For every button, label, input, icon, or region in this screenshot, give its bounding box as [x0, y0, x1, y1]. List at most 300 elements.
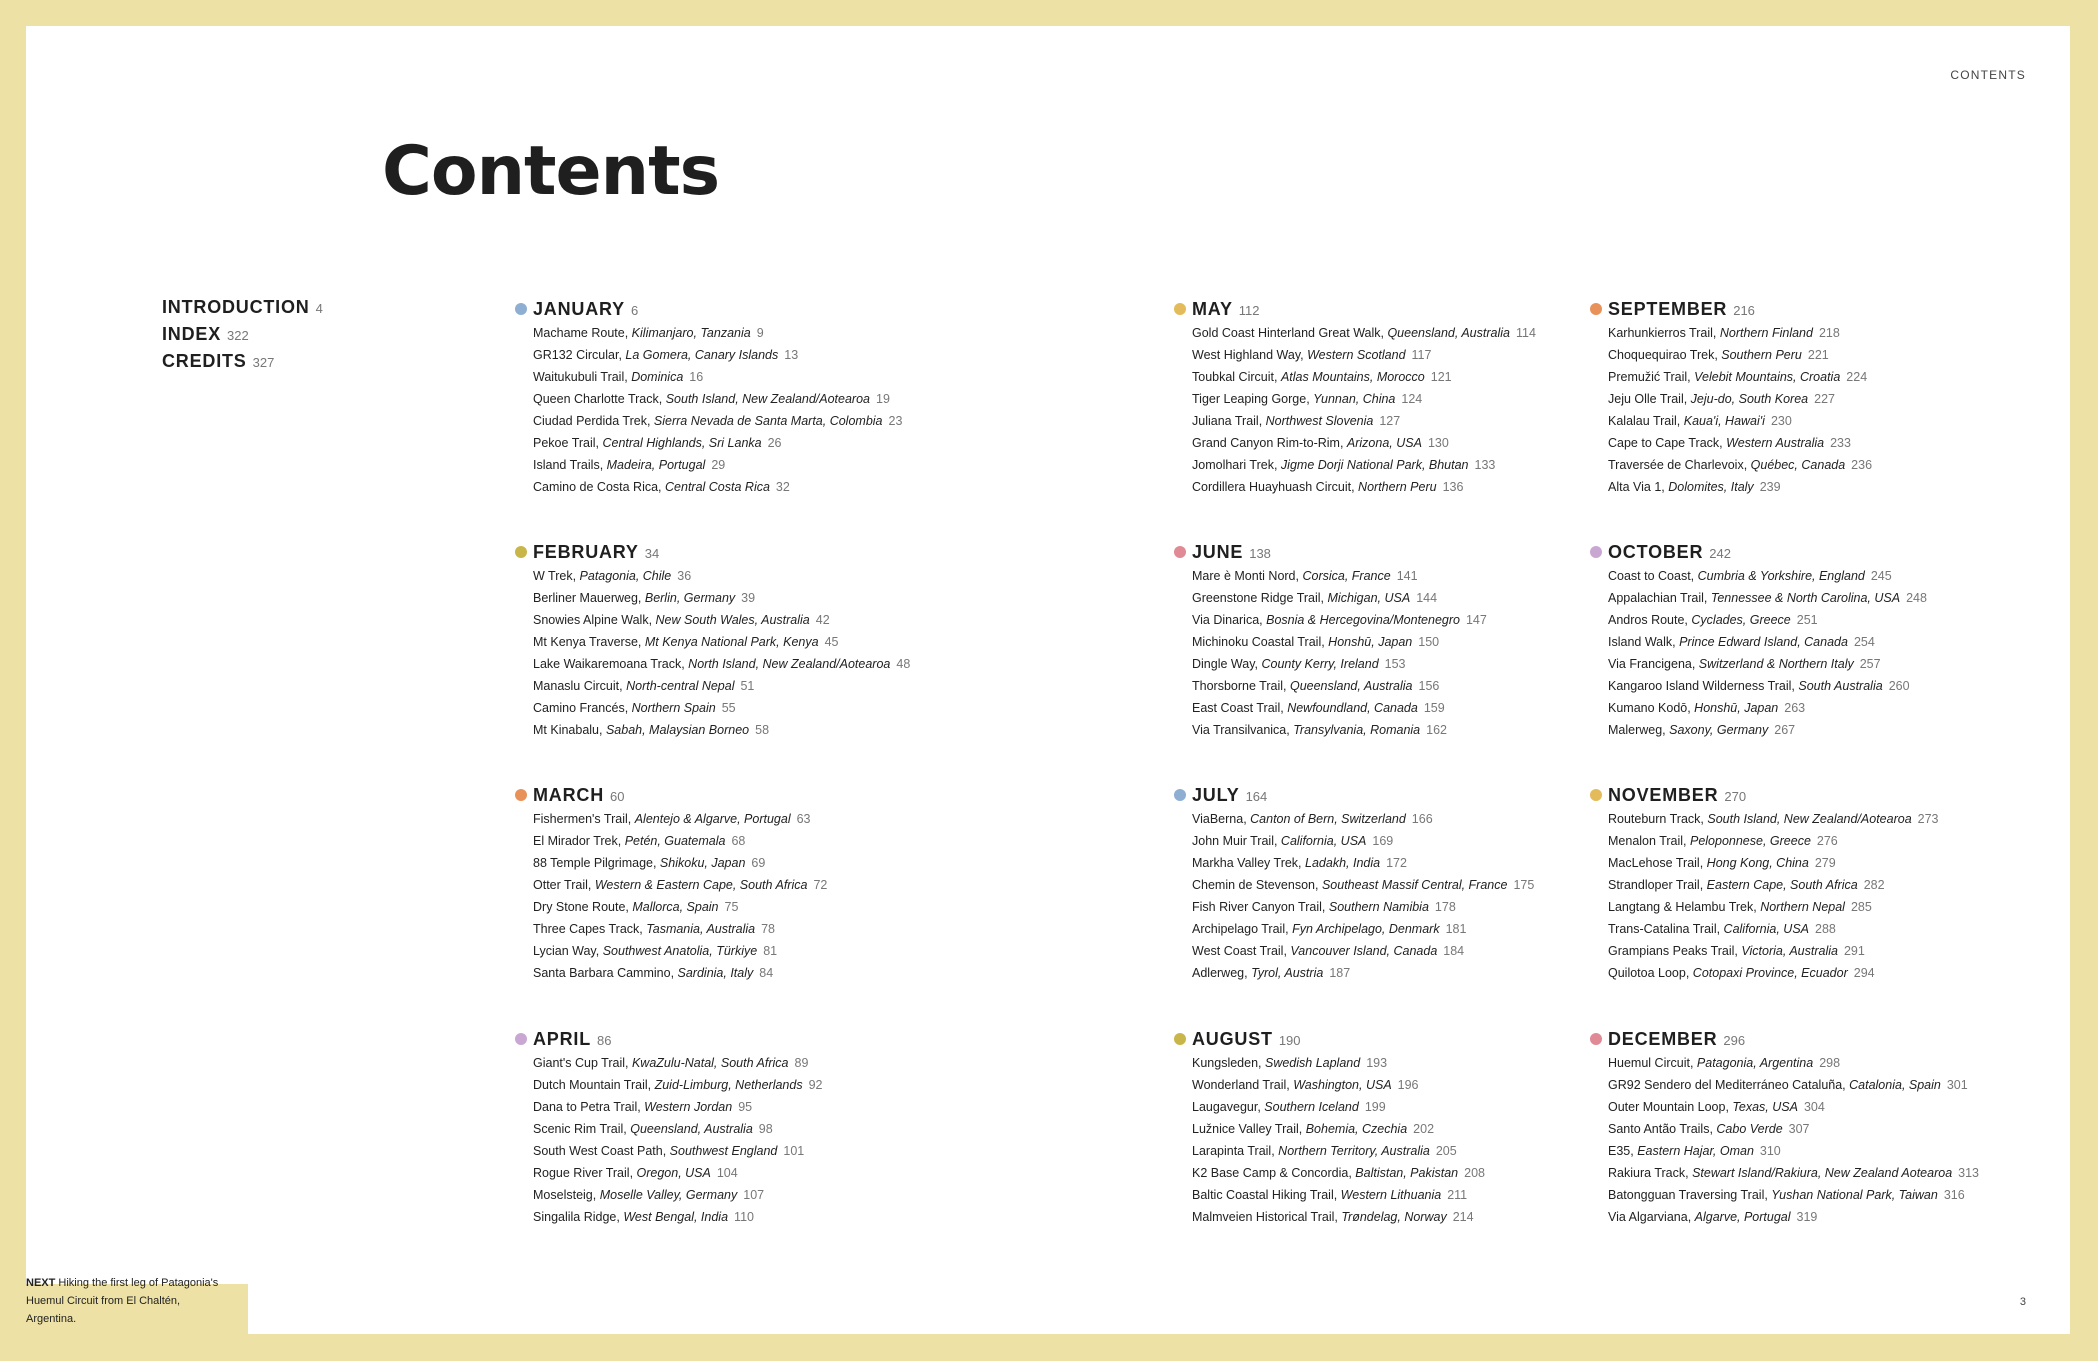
trail-page: 89 [794, 1056, 809, 1070]
trail-location: Southern Iceland [1264, 1100, 1359, 1114]
trail-page: 81 [763, 944, 778, 958]
trail-name: Karhunkierros Trail, [1608, 326, 1720, 340]
trail-location: Sierra Nevada de Santa Marta, Colombia [653, 414, 883, 428]
trail-entry[interactable] [1192, 675, 1652, 697]
trail-page: 285 [1850, 900, 1872, 914]
trail-entry[interactable] [1608, 653, 2068, 675]
trail-name: Via Dinarica, [1192, 613, 1267, 627]
trail-entry[interactable] [1192, 896, 1652, 918]
front-matter-item[interactable] [162, 348, 323, 375]
trail-location: Western Scotland [1307, 348, 1406, 362]
trail-entry[interactable] [1608, 1074, 2068, 1096]
trail-page: 114 [1515, 326, 1536, 340]
trail-page: 124 [1401, 392, 1423, 406]
trail-page: 121 [1430, 370, 1452, 384]
trail-name: Strandloper Trail, [1608, 878, 1707, 892]
month-section-august [1192, 1026, 1652, 1228]
trail-location: Dolomites, Italy [1668, 480, 1754, 494]
month-heading[interactable] [515, 296, 975, 322]
trail-name: Coast to Coast, [1608, 569, 1698, 583]
month-dot-icon [1174, 303, 1186, 315]
trail-location: Québec, Canada [1750, 458, 1846, 472]
trail-name: Island Trails, [533, 458, 607, 472]
trail-page: 68 [731, 834, 746, 848]
month-page: 60 [610, 789, 625, 804]
month-section-december [1608, 1026, 2068, 1228]
month-heading[interactable] [1590, 1026, 2050, 1052]
month-heading[interactable] [1174, 1026, 1634, 1052]
trail-entry[interactable] [1608, 675, 2068, 697]
trail-entry[interactable] [1192, 1162, 1652, 1184]
month-dot-icon [1590, 546, 1602, 558]
trail-entry[interactable] [1608, 719, 2068, 741]
month-section-july [1192, 782, 1652, 984]
trail-page: 69 [751, 856, 766, 870]
trail-location: Northern Finland [1719, 326, 1813, 340]
trail-entry[interactable] [533, 432, 993, 454]
trail-name: Lake Waikaremoana Track, [533, 657, 689, 671]
trail-entry[interactable] [533, 1140, 993, 1162]
trail-entry[interactable] [1192, 344, 1652, 366]
trail-entry[interactable] [1608, 344, 2068, 366]
trail-location: Mallorca, Spain [632, 900, 719, 914]
trail-entry[interactable] [1192, 918, 1652, 940]
trail-location: Transylvania, Romania [1293, 723, 1421, 737]
trail-name: Cordillera Huayhuash Circuit, [1192, 480, 1359, 494]
trail-entry[interactable] [533, 852, 993, 874]
trail-entry[interactable] [1192, 1140, 1652, 1162]
month-name: MAY [1192, 299, 1233, 319]
trail-entry[interactable] [1608, 918, 2068, 940]
trail-entry[interactable] [1192, 719, 1652, 741]
month-page: 296 [1723, 1033, 1746, 1048]
month-heading[interactable] [1174, 782, 1634, 808]
month-page: 6 [630, 303, 639, 318]
trail-name: Kalalau Trail, [1608, 414, 1684, 428]
trail-list [533, 1052, 993, 1228]
trail-entry[interactable] [1192, 388, 1652, 410]
trail-entry[interactable] [1192, 808, 1652, 830]
trail-entry[interactable] [1192, 454, 1652, 476]
trail-name: Routeburn Track, [1608, 812, 1708, 826]
trail-entry[interactable] [1192, 1118, 1652, 1140]
trail-location: Canton of Bern, Switzerland [1250, 812, 1406, 826]
trail-page: 214 [1452, 1210, 1474, 1224]
trail-location: West Bengal, India [623, 1210, 729, 1224]
trail-page: 313 [1958, 1166, 1980, 1180]
trail-entry[interactable] [1192, 410, 1652, 432]
trail-name: Chemin de Stevenson, [1192, 878, 1322, 892]
trail-page: 150 [1418, 635, 1440, 649]
month-heading[interactable] [515, 1026, 975, 1052]
trail-location: Baltistan, Pakistan [1355, 1166, 1459, 1180]
trail-entry[interactable] [533, 675, 993, 697]
trail-entry[interactable] [1192, 322, 1652, 344]
trail-entry[interactable] [1608, 609, 2068, 631]
next-caption-text: Hiking the first leg of Patagonia's Huemul Circuit from El Chaltén, Argentina. [26, 1277, 219, 1325]
page-number: 3 [2019, 1296, 2026, 1308]
trail-entry[interactable] [1608, 410, 2068, 432]
trail-page: 257 [1859, 657, 1881, 671]
trail-page: 263 [1784, 701, 1806, 715]
trail-location: Central Costa Rica [665, 480, 770, 494]
trail-entry[interactable] [533, 1074, 993, 1096]
trail-entry[interactable] [1608, 852, 2068, 874]
trail-page: 304 [1803, 1100, 1825, 1114]
trail-page: 175 [1513, 878, 1535, 892]
trail-list [1608, 808, 2068, 984]
trail-entry[interactable] [1608, 631, 2068, 653]
trail-entry[interactable] [533, 609, 993, 631]
trail-location: Kaua'i, Hawai'i [1683, 414, 1765, 428]
trail-location: Bosnia & Hercegovina/Montenegro [1266, 613, 1460, 627]
trail-entry[interactable] [1608, 1140, 2068, 1162]
trail-entry[interactable] [1608, 1184, 2068, 1206]
trail-name: Giant's Cup Trail, [533, 1056, 632, 1070]
trail-entry[interactable] [533, 1162, 993, 1184]
trail-entry[interactable] [1192, 432, 1652, 454]
trail-location: County Kerry, Ireland [1261, 657, 1379, 671]
trail-entry[interactable] [533, 719, 993, 741]
month-page: 242 [1709, 546, 1731, 561]
trail-entry[interactable] [533, 918, 993, 940]
trail-entry[interactable] [533, 896, 993, 918]
trail-location: Northern Peru [1358, 480, 1437, 494]
trail-entry[interactable] [1192, 587, 1652, 609]
trail-name: Toubkal Circuit, [1192, 370, 1281, 384]
trail-page: 141 [1396, 569, 1418, 583]
trail-location: Jeju-do, South Korea [1690, 392, 1809, 406]
trail-entry[interactable] [1192, 1206, 1652, 1228]
trail-name: El Mirador Trek, [533, 834, 625, 848]
next-caption [26, 1274, 222, 1328]
trail-name: Camino Francés, [533, 701, 632, 715]
trail-entry[interactable] [533, 962, 993, 984]
trail-location: North Island, New Zealand/Aotearoa [688, 657, 891, 671]
trail-location: Hong Kong, China [1706, 856, 1809, 870]
trail-location: Queensland, Australia [1387, 326, 1510, 340]
trail-location: Cotopaxi Province, Ecuador [1692, 966, 1848, 980]
trail-name: Huemul Circuit, [1608, 1056, 1697, 1070]
month-dot-icon [515, 546, 527, 558]
trail-name: Dingle Way, [1192, 657, 1262, 671]
month-section-june [1192, 539, 1652, 741]
trail-name: Kungsleden, [1192, 1056, 1265, 1070]
trail-location: Honshū, Japan [1694, 701, 1779, 715]
trail-entry[interactable] [1608, 322, 2068, 344]
trail-page: 45 [824, 635, 839, 649]
trail-location: Cyclades, Greece [1691, 613, 1791, 627]
trail-location: Swedish Lapland [1264, 1056, 1361, 1070]
trail-name: Kangaroo Island Wilderness Trail, [1608, 679, 1799, 693]
trail-location: California, USA [1280, 834, 1367, 848]
trail-entry[interactable] [1608, 454, 2068, 476]
trail-page: 29 [711, 458, 726, 472]
trail-entry[interactable] [1608, 432, 2068, 454]
trail-name: Wonderland Trail, [1192, 1078, 1294, 1092]
trail-entry[interactable] [1608, 587, 2068, 609]
trail-page: 298 [1819, 1056, 1841, 1070]
trail-name: E35, [1608, 1144, 1638, 1158]
trail-entry[interactable] [1192, 940, 1652, 962]
trail-location: Jigme Dorji National Park, Bhutan [1280, 458, 1469, 472]
trail-entry[interactable] [1192, 609, 1652, 631]
trail-entry[interactable] [1608, 1206, 2068, 1228]
trail-name: Malmveien Historical Trail, [1192, 1210, 1342, 1224]
trail-page: 130 [1427, 436, 1449, 450]
trail-page: 221 [1807, 348, 1829, 362]
trail-page: 127 [1379, 414, 1401, 428]
month-section-march [533, 782, 993, 984]
trail-list [1608, 565, 2068, 741]
trail-entry[interactable] [533, 587, 993, 609]
trail-name: Island Walk, [1608, 635, 1680, 649]
trail-name: Lužnice Valley Trail, [1192, 1122, 1306, 1136]
month-name: MARCH [533, 785, 604, 805]
trail-entry[interactable] [1192, 1074, 1652, 1096]
trail-page: 288 [1815, 922, 1836, 936]
trail-name: Tiger Leaping Gorge, [1192, 392, 1314, 406]
trail-entry[interactable] [1192, 653, 1652, 675]
trail-page: 196 [1397, 1078, 1419, 1092]
trail-location: Southwest England [669, 1144, 778, 1158]
month-name: APRIL [533, 1029, 591, 1049]
trail-name: Via Transilvanica, [1192, 723, 1294, 737]
front-matter-page: 322 [227, 328, 249, 343]
trail-name: Batongguan Traversing Trail, [1608, 1188, 1772, 1202]
trail-name: Moselsteig, [533, 1188, 600, 1202]
trail-name: Rogue River Trail, [533, 1166, 637, 1180]
trail-entry[interactable] [533, 697, 993, 719]
trail-name: Menalon Trail, [1608, 834, 1690, 848]
trail-entry[interactable] [1192, 1052, 1652, 1074]
trail-entry[interactable] [1608, 1052, 2068, 1074]
trail-page: 133 [1474, 458, 1496, 472]
trail-page: 36 [677, 569, 692, 583]
trail-page: 211 [1447, 1188, 1468, 1202]
trail-location: Cabo Verde [1716, 1122, 1783, 1136]
trail-entry[interactable] [533, 830, 993, 852]
month-dot-icon [1590, 303, 1602, 315]
trail-entry[interactable] [1608, 830, 2068, 852]
trail-name: South West Coast Path, [533, 1144, 670, 1158]
trail-name: Rakiura Track, [1608, 1166, 1693, 1180]
trail-page: 107 [743, 1188, 765, 1202]
trail-entry[interactable] [1608, 940, 2068, 962]
month-heading[interactable] [1590, 296, 2050, 322]
month-section-november [1608, 782, 2068, 984]
trail-location: Queensland, Australia [1289, 679, 1413, 693]
trail-page: 104 [716, 1166, 738, 1180]
trail-page: 251 [1796, 613, 1818, 627]
trail-name: Santa Barbara Cammino, [533, 966, 678, 980]
trail-entry[interactable] [533, 1096, 993, 1118]
trail-entry[interactable] [1608, 1096, 2068, 1118]
trail-entry[interactable] [1192, 1184, 1652, 1206]
trail-entry[interactable] [1192, 565, 1652, 587]
trail-name: Dutch Mountain Trail, [533, 1078, 655, 1092]
month-section-february [533, 539, 993, 741]
month-heading[interactable] [515, 539, 975, 565]
month-heading[interactable] [1590, 539, 2050, 565]
month-name: DECEMBER [1608, 1029, 1718, 1049]
month-name: JUNE [1192, 542, 1244, 562]
trail-location: Patagonia, Chile [579, 569, 672, 583]
trail-name: Jomolhari Trek, [1192, 458, 1281, 472]
trail-location: North-central Nepal [626, 679, 735, 693]
trail-page: 48 [896, 657, 911, 671]
trail-entry[interactable] [1608, 388, 2068, 410]
trail-entry[interactable] [533, 565, 993, 587]
front-matter-item[interactable] [162, 294, 323, 321]
trail-location: Tasmania, Australia [646, 922, 756, 936]
trail-entry[interactable] [533, 344, 993, 366]
trail-entry[interactable] [533, 366, 993, 388]
trail-page: 32 [775, 480, 790, 494]
trail-name: Gold Coast Hinterland Great Walk, [1192, 326, 1388, 340]
trail-entry[interactable] [1608, 1162, 2068, 1184]
trail-location: Western Lithuania [1340, 1188, 1442, 1202]
trail-name: Thorsborne Trail, [1192, 679, 1290, 693]
month-heading[interactable] [1590, 782, 2050, 808]
trail-entry[interactable] [1608, 565, 2068, 587]
trail-entry[interactable] [1608, 874, 2068, 896]
trail-name: Dana to Petra Trail, [533, 1100, 645, 1114]
trail-entry[interactable] [1192, 476, 1652, 498]
trail-name: GR92 Sendero del Mediterráneo Cataluña, [1608, 1078, 1850, 1092]
trail-entry[interactable] [533, 808, 993, 830]
trail-location: Algarve, Portugal [1694, 1210, 1791, 1224]
trail-name: Manaslu Circuit, [533, 679, 627, 693]
trail-name: Laugavegur, [1192, 1100, 1265, 1114]
trail-entry[interactable] [1192, 852, 1652, 874]
trail-location: Arizona, USA [1346, 436, 1422, 450]
trail-entry[interactable] [533, 940, 993, 962]
trail-entry[interactable] [1608, 896, 2068, 918]
trail-name: Mt Kinabalu, [533, 723, 606, 737]
trail-page: 239 [1759, 480, 1781, 494]
trail-page: 202 [1413, 1122, 1435, 1136]
trail-entry[interactable] [1192, 830, 1652, 852]
trail-location: Western Jordan [644, 1100, 733, 1114]
trail-entry[interactable] [1192, 366, 1652, 388]
front-matter-item[interactable] [162, 321, 323, 348]
month-heading[interactable] [1174, 539, 1634, 565]
trail-name: Quilotoa Loop, [1608, 966, 1693, 980]
month-dot-icon [1590, 789, 1602, 801]
trail-entry[interactable] [1608, 366, 2068, 388]
trail-location: Newfoundland, Canada [1287, 701, 1418, 715]
trail-page: 63 [796, 812, 811, 826]
trail-location: Cumbria & Yorkshire, England [1697, 569, 1865, 583]
month-section-april [533, 1026, 993, 1228]
trail-page: 153 [1384, 657, 1406, 671]
trail-location: Oregon, USA [636, 1166, 711, 1180]
trail-entry[interactable] [1192, 697, 1652, 719]
trail-entry[interactable] [533, 1052, 993, 1074]
trail-name: Ciudad Perdida Trek, [533, 414, 654, 428]
trail-name: GR132 Circular, [533, 348, 626, 362]
trail-page: 172 [1386, 856, 1407, 870]
trail-entry[interactable] [533, 476, 993, 498]
trail-name: Archipelago Trail, [1192, 922, 1293, 936]
trail-location: Victoria, Australia [1741, 944, 1838, 958]
trail-entry[interactable] [533, 322, 993, 344]
trail-location: Mt Kenya National Park, Kenya [644, 635, 819, 649]
trail-page: 110 [734, 1210, 754, 1224]
trail-name: Via Francigena, [1608, 657, 1699, 671]
month-name: OCTOBER [1608, 542, 1704, 562]
trail-name: Machame Route, [533, 326, 632, 340]
trail-entry[interactable] [1192, 1096, 1652, 1118]
trail-location: Western & Eastern Cape, South Africa [594, 878, 808, 892]
trail-name: Kumano Kodō, [1608, 701, 1695, 715]
trail-location: Yunnan, China [1313, 392, 1396, 406]
trail-location: Saxony, Germany [1669, 723, 1769, 737]
trail-entry[interactable] [1192, 874, 1652, 896]
trail-entry[interactable] [1192, 631, 1652, 653]
trail-page: 307 [1788, 1122, 1810, 1136]
trail-location: Yushan National Park, Taiwan [1771, 1188, 1938, 1202]
trail-page: 166 [1411, 812, 1433, 826]
trail-location: Southern Peru [1721, 348, 1802, 362]
trail-entry[interactable] [1608, 476, 2068, 498]
trail-entry[interactable] [533, 1118, 993, 1140]
trail-list [1608, 322, 2068, 498]
trail-page: 162 [1426, 723, 1447, 737]
trail-entry[interactable] [533, 1184, 993, 1206]
trail-entry[interactable] [1608, 1118, 2068, 1140]
trail-entry[interactable] [533, 653, 993, 675]
trail-entry[interactable] [1192, 962, 1652, 984]
trail-location: Catalonia, Spain [1849, 1078, 1941, 1092]
trail-page: 92 [808, 1078, 823, 1092]
trail-location: Moselle Valley, Germany [599, 1188, 738, 1202]
trail-entry[interactable] [533, 874, 993, 896]
month-section-january [533, 296, 993, 498]
trail-name: Baltic Coastal Hiking Trail, [1192, 1188, 1341, 1202]
trail-name: Michinoku Coastal Trail, [1192, 635, 1329, 649]
month-heading[interactable] [515, 782, 975, 808]
trail-entry[interactable] [1608, 962, 2068, 984]
trail-location: South Australia [1798, 679, 1883, 693]
trail-entry[interactable] [533, 1206, 993, 1228]
trail-name: Fish River Canyon Trail, [1192, 900, 1329, 914]
trail-entry[interactable] [533, 388, 993, 410]
trail-location: Ladakh, India [1305, 856, 1381, 870]
trail-page: 156 [1418, 679, 1440, 693]
trail-name: Appalachian Trail, [1608, 591, 1711, 605]
trail-location: Corsica, France [1302, 569, 1391, 583]
trail-location: Velebit Mountains, Croatia [1694, 370, 1841, 384]
trail-location: Michigan, USA [1327, 591, 1411, 605]
trail-entry[interactable] [1608, 808, 2068, 830]
trail-entry[interactable] [533, 631, 993, 653]
trail-location: La Gomera, Canary Islands [625, 348, 779, 362]
trail-page: 136 [1442, 480, 1464, 494]
trail-page: 101 [783, 1144, 805, 1158]
month-dot-icon [1174, 1033, 1186, 1045]
trail-page: 260 [1888, 679, 1910, 693]
trail-page: 58 [755, 723, 770, 737]
trail-name: Choquequirao Trek, [1608, 348, 1722, 362]
trail-entry[interactable] [533, 454, 993, 476]
trail-list [1192, 565, 1652, 741]
trail-entry[interactable] [1608, 697, 2068, 719]
month-heading[interactable] [1174, 296, 1634, 322]
trail-entry[interactable] [533, 410, 993, 432]
trail-name: Traversée de Charlevoix, [1608, 458, 1751, 472]
